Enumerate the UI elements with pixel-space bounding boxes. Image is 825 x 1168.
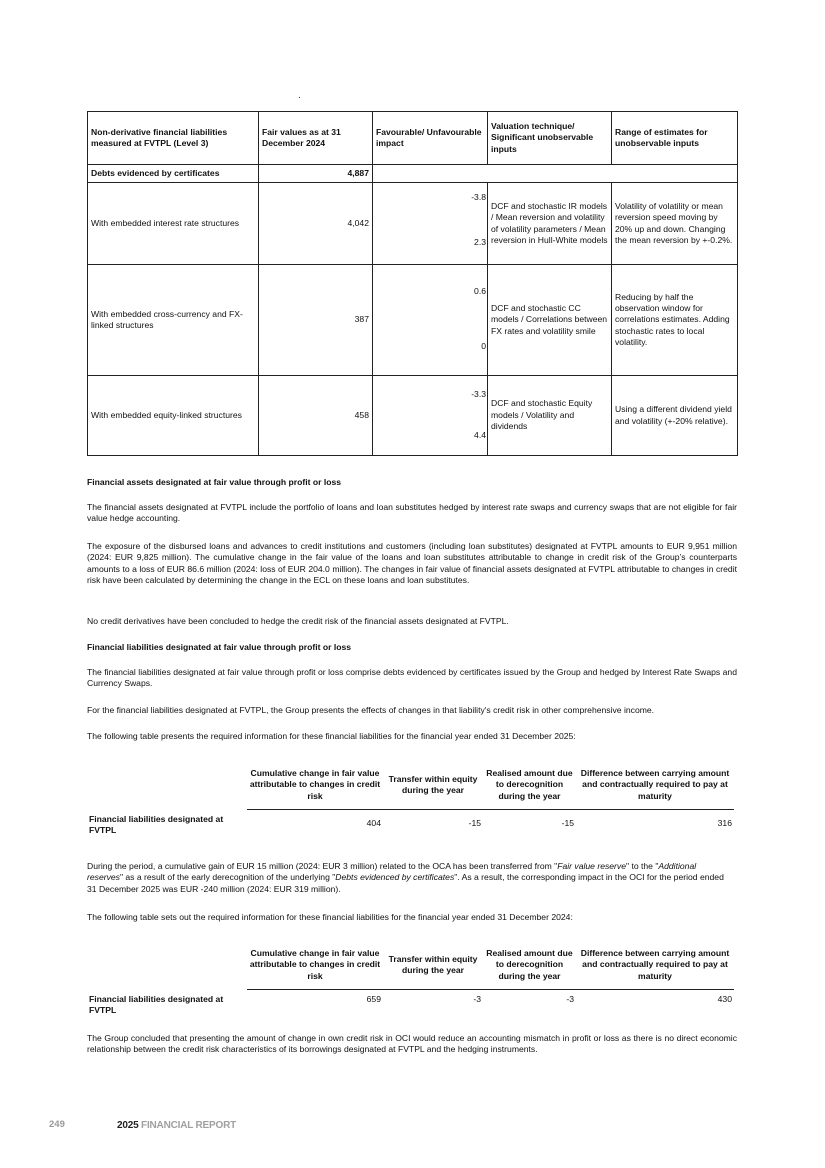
favourable-value: -3.8 — [471, 192, 486, 202]
text-run: During the period, a cumulative gain of EUR 15 million (2024: EUR 3 million) related to the OCA has been transferred from " — [87, 861, 558, 871]
level3-liabilities-table — [87, 111, 738, 456]
technique-cell: DCF and stochastic Equity models / Volatility and dividends — [488, 376, 612, 456]
paragraph: No credit derivatives have been concluded to hedge the credit risk of the financial assets designated at FVTPL. — [87, 616, 509, 626]
column-header: Realised amount due to derecognition during the year — [483, 941, 576, 990]
column-header: Realised amount due to derecognition during the year — [483, 761, 576, 810]
stray-dot — [299, 97, 300, 98]
range-cell: Reducing by half the observation window for correlations estimates. Adding stochastic rates to local volatility. — [612, 265, 738, 376]
value-cell: 316 — [717, 818, 732, 828]
value-cell: -15 — [468, 818, 481, 828]
paragraph: The exposure of the disbursed loans and advances to credit institutions and customers (including loan substitutes) designated at FVTPL amounts to EUR 9,951 million (2024: EUR 9,825 million). The cumulative change in the fair value of the loans and loan substitutes attributable to change in credit risk of the Group’s counterparts amounts to a loss of EUR 86.6 million (2024: loss of EUR 204.0 million). The changes in fair value of financial assets designated at FVTPL attributable to changes in credit risk have been calculated by determining the change in the ECL on these loans and loan substitutes. — [87, 541, 737, 586]
report-title: FINANCIAL REPORT — [141, 1120, 236, 1131]
text-run: " to the " — [626, 861, 659, 871]
table-row — [88, 265, 738, 376]
paragraph: The following table presents the required information for these financial liabilities for the financial year ended 31 December 2025: — [87, 731, 576, 741]
column-header: Cumulative change in fair value attributable to changes in credit risk — [247, 761, 383, 810]
row-label: With embedded equity-linked structures — [88, 376, 259, 456]
unfavourable-value: 4.4 — [474, 430, 486, 440]
page-number: 249 — [49, 1119, 65, 1130]
impact-cell — [373, 183, 488, 265]
section-heading: Financial liabilities designated at fair value through profit or loss — [87, 642, 352, 652]
unfavourable-value: 2.3 — [474, 237, 486, 247]
technique-cell: DCF and stochastic IR models / Mean reversion and volatility of volatility parameters / Mean reversion in Hull-White models — [488, 183, 612, 265]
paragraph: The financial liabilities designated at fair value through profit or loss comprise debts evidenced by certificates issued by the Group and hedged by Interest Rate Swaps and Currency Swaps. — [87, 667, 737, 689]
value-cell: 430 — [717, 994, 732, 1004]
oca-paragraph — [87, 861, 727, 895]
favourable-value: 0.6 — [474, 286, 486, 296]
favourable-value: -3.3 — [471, 389, 486, 399]
range-cell: Volatility of volatility or mean reversion speed moving by 20% up and down. Changing the mean reversion by +-0.2%. — [612, 183, 738, 265]
fair-value-cell: 4,042 — [259, 183, 373, 265]
report-year: 2025 — [117, 1120, 139, 1131]
table-row — [87, 990, 734, 1017]
report-brand — [117, 1119, 236, 1132]
column-header: Cumulative change in fair value attributable to changes in credit risk — [247, 941, 383, 990]
credit-risk-table-2024 — [87, 941, 734, 1016]
table-header-row — [87, 941, 734, 990]
column-header: Transfer within equity during the year — [383, 761, 483, 810]
credit-risk-table-2025 — [87, 761, 734, 836]
row-label: Debts evidenced by certificates — [88, 165, 259, 183]
column-header: Transfer within equity during the year — [383, 941, 483, 990]
paragraph: The financial assets designated at FVTPL include the portfolio of loans and loan substitutes hedged by interest rate swaps and currency swaps that are not eligible for fair value hedge accounting. — [87, 502, 737, 524]
value-cell: 404 — [366, 818, 381, 828]
column-header: Difference between carrying amount and contractually required to pay at maturity — [576, 761, 734, 810]
table-row — [88, 183, 738, 265]
table-header-row — [88, 112, 738, 165]
range-cell: Using a different dividend yield and volatility (+-20% relative). — [612, 376, 738, 456]
column-header: Fair values as at 31 December 2024 — [259, 112, 373, 165]
impact-cell — [373, 376, 488, 456]
paragraph: The following table sets out the required information for these financial liabilities for the financial year ended 31 December 2024: — [87, 912, 573, 922]
row-label: Financial liabilities designated at FVTPL — [89, 813, 224, 835]
value-cell: -15 — [561, 818, 574, 828]
italic-run: Debts evidenced by certificates — [335, 872, 455, 883]
column-header: Difference between carrying amount and contractually required to pay at maturity — [576, 941, 734, 990]
italic-run: Additional reserves — [87, 861, 697, 883]
column-header: Range of estimates for unobservable inputs — [612, 112, 738, 165]
row-label: With embedded interest rate structures — [88, 183, 259, 265]
empty-cell — [373, 165, 738, 183]
table-row — [88, 376, 738, 456]
value-cell: -3 — [473, 994, 481, 1004]
empty-header — [87, 941, 247, 990]
italic-run: Fair value reserve — [557, 861, 626, 871]
value-cell: -3 — [566, 994, 574, 1004]
section-heading: Financial assets designated at fair value through profit or loss — [87, 477, 342, 487]
fair-value-cell: 387 — [259, 265, 373, 376]
paragraph: For the financial liabilities designated at FVTPL, the Group presents the effects of changes in that liability's credit risk in other comprehensive income. — [87, 705, 655, 715]
fair-value-cell: 4,887 — [259, 165, 373, 183]
column-header: Favourable/ Unfavourable impact — [373, 112, 488, 165]
text-run: " as a result of the early derecognition of the underlying " — [119, 872, 336, 883]
row-label: With embedded cross-currency and FX-linked structures — [88, 265, 259, 376]
table-row-total — [88, 165, 738, 183]
column-header: Non-derivative financial liabilities measured at FVTPL (Level 3) — [88, 112, 259, 165]
unfavourable-value: 0 — [481, 341, 486, 351]
impact-cell — [373, 265, 488, 376]
value-cell: 659 — [366, 994, 381, 1004]
table-row — [87, 810, 734, 837]
text-run: ". As a result, the corresponding impact in the OCI for the period ended 31 December 2025 was EUR -240 million (2024: EUR 319 million). — [87, 872, 724, 894]
row-label: Financial liabilities designated at FVTPL — [89, 993, 224, 1015]
fair-value-cell: 458 — [259, 376, 373, 456]
empty-header — [87, 761, 247, 810]
table-header-row — [87, 761, 734, 810]
technique-cell: DCF and stochastic CC models / Correlations between FX rates and volatility smile — [488, 265, 612, 376]
paragraph: The Group concluded that presenting the amount of change in own credit risk in OCI would reduce an accounting mismatch in profit or loss as there is no direct economic relationship between the credit risk characteristics of its borrowings designated at FVTPL and the hedging instruments. — [87, 1033, 737, 1055]
column-header: Valuation technique/ Significant unobservable inputs — [488, 112, 612, 165]
